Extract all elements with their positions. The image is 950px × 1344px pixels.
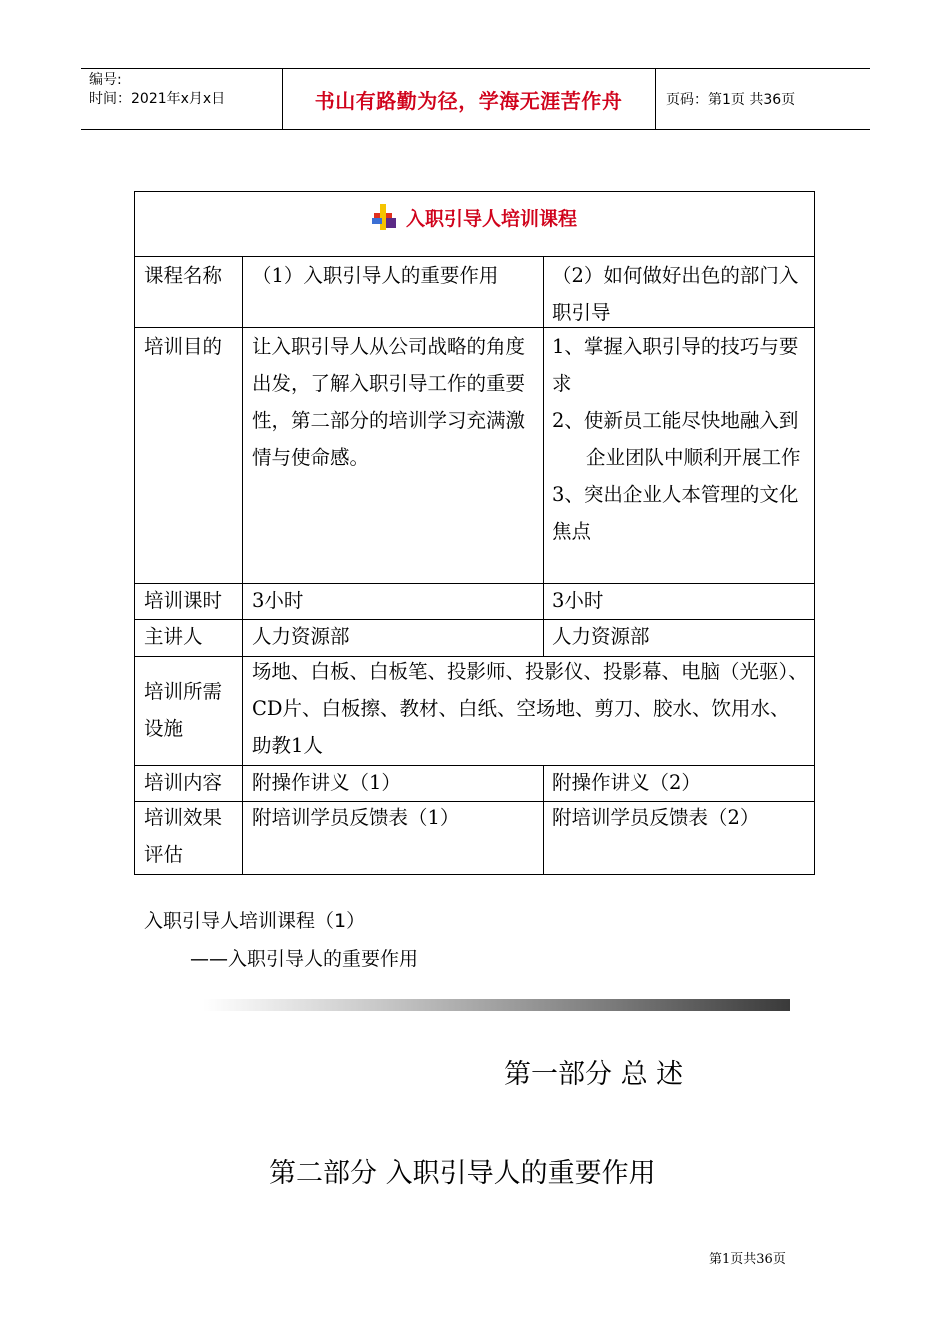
part-1-heading: 第一部分 总 述 (504, 1059, 684, 1090)
purpose-2-list (552, 328, 808, 550)
content-2: 附操作讲义（2） (552, 771, 701, 794)
header-divider (655, 69, 656, 129)
lecturer-2: 人力资源部 (552, 625, 650, 648)
header-motto: 书山有路勤为径，学海无涯苦作舟 (314, 88, 623, 113)
column-divider (543, 256, 544, 656)
row-label-facilities: 培训所需设施 (144, 680, 223, 740)
row-label-hours: 培训课时 (144, 589, 223, 612)
table-border (814, 191, 815, 875)
column-divider (242, 256, 243, 875)
table-title-cell (134, 191, 815, 256)
row-label-purpose: 培训目的 (144, 335, 223, 358)
purpose-2-item: 2、使新员工能尽快地融入到企业团队中顺利开展工作 (552, 409, 801, 469)
time-label: 时间：2021年x月x日 (89, 91, 226, 107)
row-label-lecturer: 主讲人 (144, 625, 203, 648)
purpose-1: 让入职引导人从公司战略的角度出发，了解入职引导工作的重要性，第二部分的培训学习充满激情与使命感。 (252, 335, 526, 469)
hours-1: 3小时 (252, 589, 304, 612)
evaluation-1: 附培训学员反馈表（1） (252, 806, 460, 829)
course-name-2: （2）如何做好出色的部门入职引导 (552, 264, 799, 324)
header-page-info: 页码：第1页 共36页 (666, 92, 796, 108)
table-border (134, 874, 815, 875)
color-blocks-logo-icon (372, 204, 398, 230)
page-footer: 第1页共36页 (709, 1252, 786, 1267)
column-divider (543, 765, 544, 875)
purpose-2-item: 3、突出企业人本管理的文化焦点 (552, 483, 799, 543)
table-border (134, 191, 135, 875)
evaluation-2: 附培训学员反馈表（2） (552, 806, 760, 829)
row-label-content: 培训内容 (144, 771, 223, 794)
table-title: 入职引导人培训课程 (405, 207, 577, 230)
gradient-divider (203, 999, 790, 1011)
part-2-heading: 第二部分 入职引导人的重要作用 (269, 1158, 656, 1189)
facilities-value: 场地、白板、白板笔、投影师、投影仪、投影幕、电脑（光驱）、CD片、白板擦、教材、白纸、空场地、剪刀、胶水、饮用水、助教1人 (252, 660, 808, 757)
purpose-2-item: 1、掌握入职引导的技巧与要求 (552, 335, 799, 395)
course-table (134, 191, 815, 875)
row-label-course-name: 课程名称 (144, 264, 223, 287)
hours-2: 3小时 (552, 589, 604, 612)
header-left (89, 71, 225, 109)
number-label: 编号: (89, 72, 122, 88)
row-label-evaluation: 培训效果评估 (144, 806, 223, 866)
page-header (81, 68, 870, 130)
course-name-1: （1）入职引导人的重要作用 (252, 264, 499, 287)
content-1: 附操作讲义（1） (252, 771, 401, 794)
section-subtitle: ——入职引导人的重要作用 (190, 948, 419, 970)
section-title: 入职引导人培训课程（1） (144, 910, 366, 932)
lecturer-1: 人力资源部 (252, 625, 350, 648)
